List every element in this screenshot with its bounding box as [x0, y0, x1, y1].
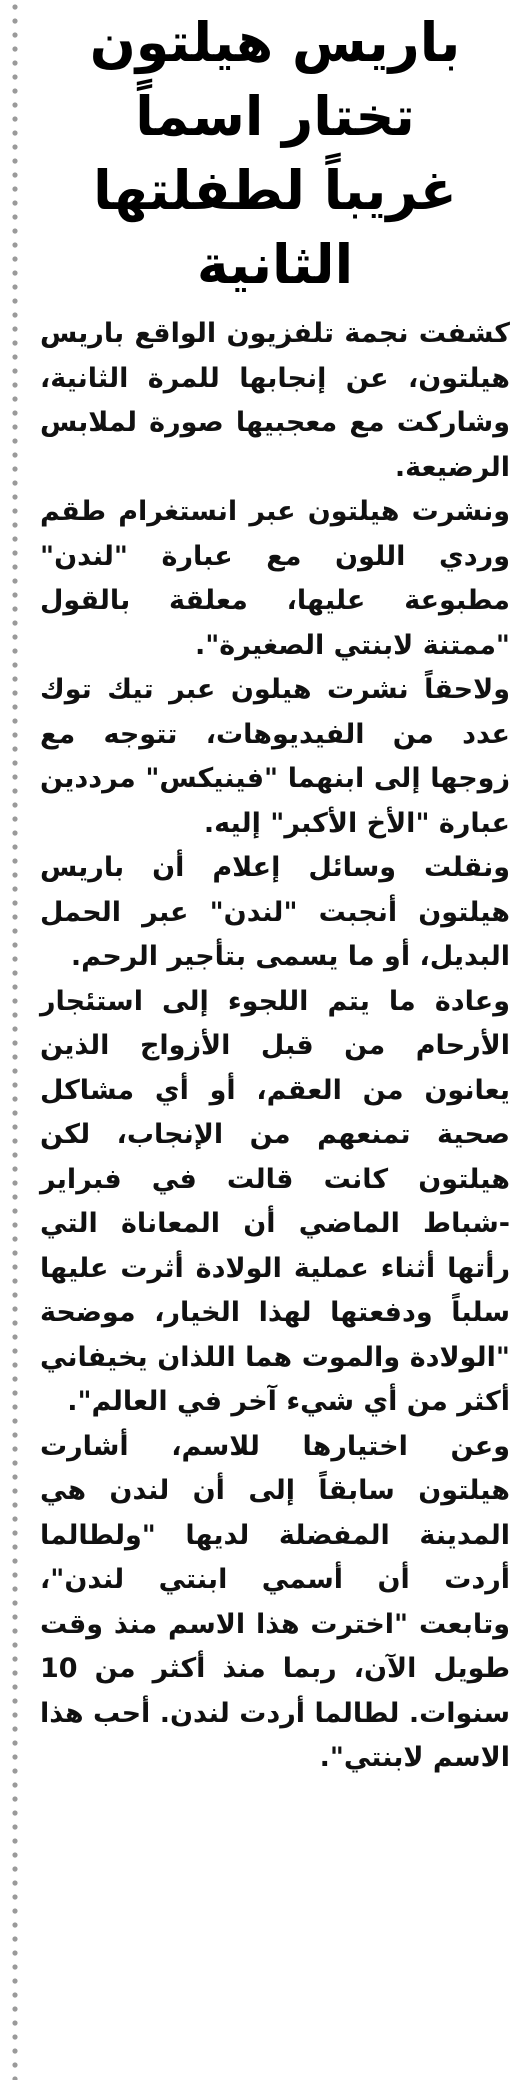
article-headline: [40, 6, 510, 302]
paragraph-5: وعادة ما يتم اللجوء إلى استئجار الأرحام من قبل الأزواج الذين يعانون من العقم، أو أي مشاكل صحية تمنعهم من الإنجاب، لكن هيلتون كانت قالت في فبراير -شباط الماضي أن المعاناة التي رأتها أثناء عملية الولادة أثرت عليها سلباً ودفعتها لهذا الخيار، موضحة "الولادة والموت هما اللذان يخيفاني أكثر من أي شيء آخر في العالم".: [40, 985, 510, 1417]
paragraph-6: وعن اختيارها للاسم، أشارت هيلتون سابقاً إلى أن لندن هي المدينة المفضلة لديها "ولطالما أردت أن أسمي ابنتي لندن"، وتابعت "اخترت هذا الاسم منذ وقت طويل الآن، ربما منذ أكثر من 10 سنوات. لطالما أردت لندن. أحب هذا الاسم لابنتي".: [40, 1430, 510, 1773]
article-body: [40, 312, 510, 1781]
paragraph-1: كشفت نجمة تلفزيون الواقع باريس هيلتون، عن إنجابها للمرة الثانية، وشاركت مع معجبيها صورة لملابس الرضيعة.: [40, 318, 510, 483]
dotted-column-rule: [0, 0, 26, 2080]
paragraph-3: ولاحقاً نشرت هيلون عبر تيك توك عدد من الفيديوهات، تتوجه مع زوجها إلى ابنهما "فينيكس" مرددين عبارة "الأخ الأكبر" إليه.: [40, 674, 510, 839]
headline-line-2: غريباً لطفلتها الثانية: [93, 159, 457, 296]
headline-line-1: باريس هيلتون تختار اسماً: [89, 11, 461, 148]
paragraph-4: ونقلت وسائل إعلام أن باريس هيلتون أنجبت "لندن" عبر الحمل البديل، أو ما يسمى بتأجير الرحم.: [40, 852, 510, 972]
dotted-rule-graphic: [0, 0, 26, 2080]
news-article: [40, 6, 510, 2066]
paragraph-2: ونشرت هيلتون عبر انستغرام طقم وردي اللون مع عبارة "لندن" مطبوعة عليها، معلقة بالقول "ممتنة لابنتي الصغيرة".: [40, 496, 510, 661]
